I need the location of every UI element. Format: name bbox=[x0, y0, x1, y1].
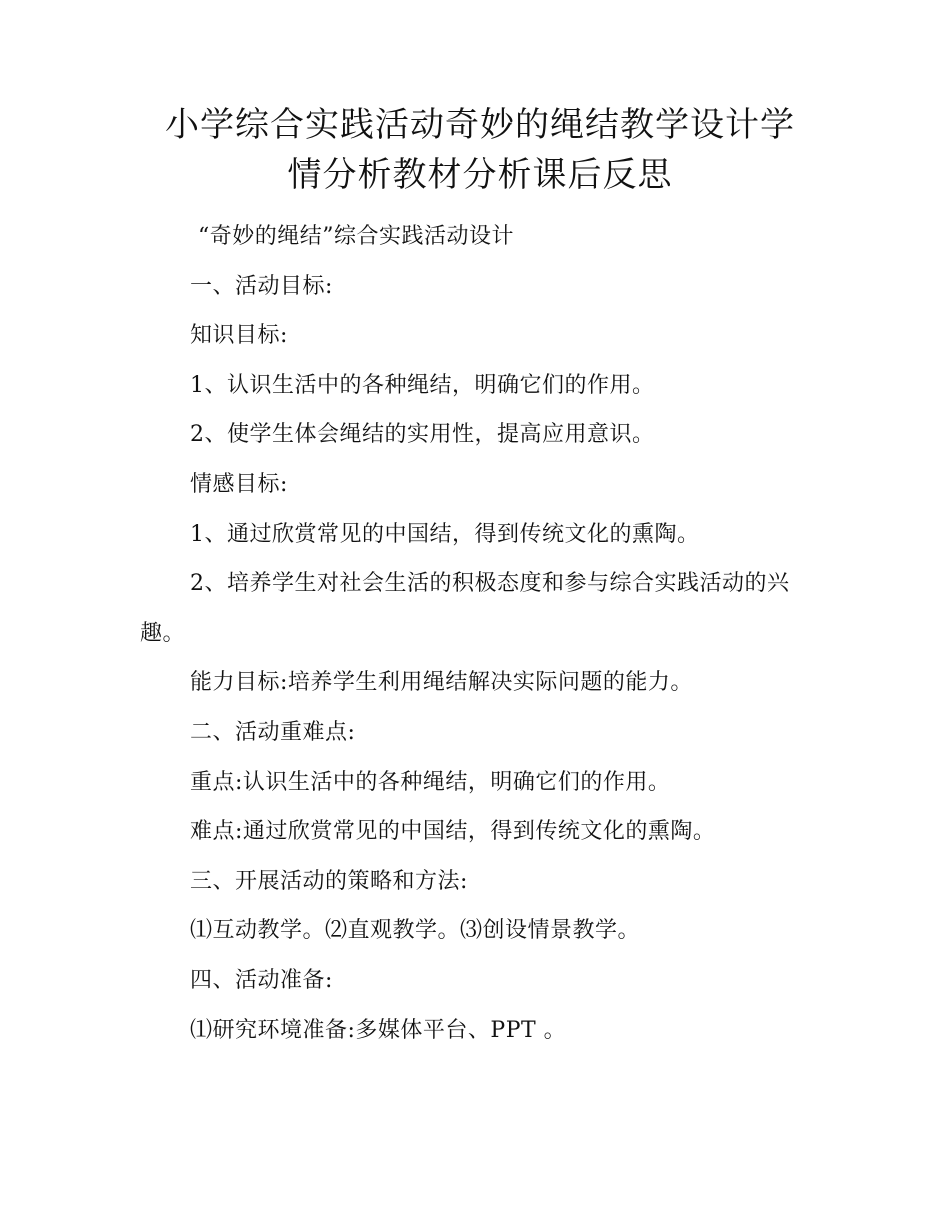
activity-design-subtitle: “奇妙的绳结”综合实践活动设计 bbox=[198, 224, 514, 249]
section-heading-key-points: 二、活动重难点: bbox=[190, 719, 356, 745]
knowledge-goal-1: 1、认识生活中的各种绳结，明确它们的作用。 bbox=[190, 372, 655, 398]
title-line-2: 情分析教材分析课后反思 bbox=[287, 155, 673, 195]
key-point: 重点:认识生活中的各种绳结，明确它们的作用。 bbox=[190, 769, 671, 795]
section-heading-goals: 一、活动目标: bbox=[190, 273, 333, 299]
ability-goal: 能力目标:培养学生利用绳结解决实际问题的能力。 bbox=[190, 670, 693, 696]
section-heading-strategies: 三、开展活动的策略和方法: bbox=[190, 868, 468, 894]
emotional-goal-2: 2、培养学生对社会生活的积极态度和参与综合实践活动的兴趣。 bbox=[140, 571, 790, 646]
preparation-item-1: ⑴研究环境准备:多媒体平台、PPT 。 bbox=[190, 1017, 567, 1043]
section-heading-preparation: 四、活动准备: bbox=[190, 967, 333, 993]
document-body bbox=[140, 212, 820, 1055]
emotional-goal-1: 1、通过欣赏常见的中国结，得到传统文化的熏陶。 bbox=[190, 521, 700, 547]
document-title bbox=[140, 100, 820, 200]
difficult-point: 难点:通过欣赏常见的中国结，得到传统文化的熏陶。 bbox=[190, 819, 716, 845]
title-line-1: 小学综合实践活动奇妙的绳结教学设计学 bbox=[165, 105, 795, 145]
knowledge-goals-label: 知识目标: bbox=[190, 323, 288, 349]
strategies-list: ⑴互动教学。⑵直观教学。⑶创设情景教学。 bbox=[190, 918, 641, 944]
emotional-goals-label: 情感目标: bbox=[190, 471, 288, 497]
knowledge-goal-2: 2、使学生体会绳结的实用性，提高应用意识。 bbox=[190, 422, 655, 448]
